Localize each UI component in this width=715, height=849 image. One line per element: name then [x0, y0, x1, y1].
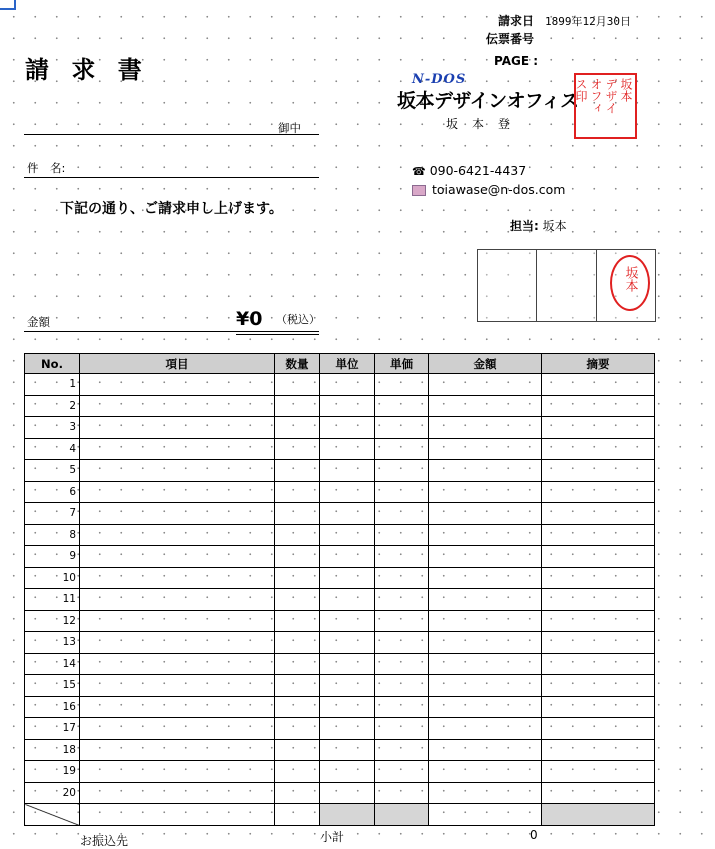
table-cell[interactable] — [80, 503, 275, 525]
round-seal: 坂本 — [610, 255, 650, 311]
table-row — [25, 481, 655, 503]
table-cell[interactable] — [542, 696, 655, 718]
table-cell[interactable] — [320, 739, 375, 761]
table-cell[interactable] — [320, 589, 375, 611]
table-cell[interactable] — [80, 460, 275, 482]
table-cell[interactable] — [542, 632, 655, 654]
row-number[interactable]: 1 — [25, 374, 80, 396]
table-cell[interactable] — [320, 718, 375, 740]
table-cell[interactable] — [320, 503, 375, 525]
table-cell[interactable] — [80, 610, 275, 632]
table-cell[interactable] — [375, 417, 429, 439]
table-row — [25, 653, 655, 675]
table-cell[interactable] — [375, 503, 429, 525]
row-number[interactable]: 6 — [25, 481, 80, 503]
table-row — [25, 610, 655, 632]
mail-icon — [412, 185, 426, 196]
table-row — [25, 675, 655, 697]
table-cell[interactable] — [320, 653, 375, 675]
table-cell[interactable] — [375, 718, 429, 740]
table-cell[interactable] — [429, 460, 542, 482]
table-cell[interactable] — [80, 675, 275, 697]
table-cell[interactable] — [542, 503, 655, 525]
row-number[interactable]: 12 — [25, 610, 80, 632]
table-row — [25, 739, 655, 761]
table-cell[interactable] — [320, 632, 375, 654]
table-cell[interactable] — [320, 460, 375, 482]
table-cell[interactable] — [275, 481, 320, 503]
table-row — [25, 524, 655, 546]
table-cell[interactable] — [80, 374, 275, 396]
total-cell[interactable] — [542, 804, 655, 826]
row-number[interactable]: 11 — [25, 589, 80, 611]
table-cell[interactable] — [375, 438, 429, 460]
amount-value: ¥0 — [236, 308, 263, 330]
row-number[interactable]: 8 — [25, 524, 80, 546]
tax-note: （税込） — [276, 313, 320, 326]
table-cell[interactable] — [429, 503, 542, 525]
cell-cursor-corner — [0, 0, 16, 10]
phone-row — [412, 163, 526, 178]
table-row — [25, 438, 655, 460]
tanto-name: 坂本 — [542, 219, 567, 233]
table-cell[interactable] — [80, 546, 275, 568]
header-no: No. — [25, 354, 80, 374]
total-cell[interactable] — [275, 804, 320, 826]
table-cell[interactable] — [275, 782, 320, 804]
table-row — [25, 546, 655, 568]
table-cell[interactable] — [429, 718, 542, 740]
row-number[interactable]: 9 — [25, 546, 80, 568]
table-cell[interactable] — [375, 696, 429, 718]
table-cell[interactable] — [275, 761, 320, 783]
table-cell[interactable] — [542, 761, 655, 783]
table-cell[interactable] — [275, 675, 320, 697]
table-cell[interactable] — [542, 675, 655, 697]
subtotal-label: 小計 — [320, 830, 345, 844]
table-cell[interactable] — [275, 438, 320, 460]
invoice-date-label: 請求日 — [498, 14, 535, 28]
table-row — [25, 395, 655, 417]
subtotal-value: 0 — [530, 828, 538, 842]
client-underline — [24, 134, 319, 135]
table-cell[interactable] — [429, 374, 542, 396]
row-number[interactable]: 16 — [25, 696, 80, 718]
subject-label: 件 名: — [27, 161, 66, 175]
table-cell[interactable] — [80, 782, 275, 804]
header-remarks: 摘要 — [542, 354, 655, 374]
table-cell[interactable] — [80, 653, 275, 675]
table-cell[interactable] — [429, 782, 542, 804]
table-row — [25, 589, 655, 611]
table-cell[interactable] — [80, 696, 275, 718]
stamp-box-1 — [477, 249, 537, 322]
table-cell[interactable] — [320, 567, 375, 589]
table-cell[interactable] — [80, 417, 275, 439]
amount-underline-2 — [236, 334, 319, 335]
table-cell[interactable] — [542, 718, 655, 740]
table-cell[interactable] — [275, 503, 320, 525]
table-cell[interactable] — [429, 632, 542, 654]
table-cell[interactable] — [429, 546, 542, 568]
row-number[interactable]: 18 — [25, 739, 80, 761]
table-cell[interactable] — [375, 675, 429, 697]
total-cell[interactable] — [320, 804, 375, 826]
table-cell[interactable] — [542, 417, 655, 439]
total-cell[interactable] — [375, 804, 429, 826]
table-row — [25, 718, 655, 740]
table-row — [25, 460, 655, 482]
page-label: PAGE : — [494, 54, 539, 68]
table-cell[interactable] — [542, 546, 655, 568]
table-cell[interactable] — [375, 782, 429, 804]
table-cell[interactable] — [429, 567, 542, 589]
honorific: 御中 — [278, 121, 301, 135]
email-row — [412, 182, 565, 197]
items-table — [24, 353, 655, 826]
row-number[interactable]: 3 — [25, 417, 80, 439]
header-amount: 金額 — [429, 354, 542, 374]
table-cell[interactable] — [275, 524, 320, 546]
table-cell[interactable] — [375, 632, 429, 654]
row-number[interactable]: 10 — [25, 567, 80, 589]
table-cell[interactable] — [320, 395, 375, 417]
table-cell[interactable] — [320, 524, 375, 546]
table-row — [25, 632, 655, 654]
header-unit-price: 単価 — [375, 354, 429, 374]
table-cell[interactable] — [429, 524, 542, 546]
row-number[interactable]: 14 — [25, 653, 80, 675]
table-cell[interactable] — [320, 761, 375, 783]
table-cell[interactable] — [275, 610, 320, 632]
table-cell[interactable] — [542, 567, 655, 589]
subject-underline — [24, 177, 319, 178]
table-row — [25, 567, 655, 589]
table-cell[interactable] — [275, 739, 320, 761]
table-cell[interactable] — [542, 460, 655, 482]
table-cell[interactable] — [375, 395, 429, 417]
table-cell[interactable] — [275, 395, 320, 417]
table-cell[interactable] — [320, 696, 375, 718]
table-cell[interactable] — [429, 610, 542, 632]
row-number[interactable]: 13 — [25, 632, 80, 654]
table-cell[interactable] — [275, 417, 320, 439]
company-logo: N-DOS — [412, 72, 467, 87]
table-cell[interactable] — [320, 675, 375, 697]
row-number[interactable]: 5 — [25, 460, 80, 482]
table-cell[interactable] — [80, 524, 275, 546]
row-number[interactable]: 15 — [25, 675, 80, 697]
table-cell[interactable] — [275, 460, 320, 482]
table-cell[interactable] — [375, 524, 429, 546]
table-cell[interactable] — [375, 567, 429, 589]
header-unit: 単位 — [320, 354, 375, 374]
slip-number-label: 伝票番号 — [486, 32, 535, 46]
table-cell[interactable] — [429, 438, 542, 460]
table-cell[interactable] — [275, 567, 320, 589]
row-number[interactable]: 19 — [25, 761, 80, 783]
table-cell[interactable] — [80, 761, 275, 783]
table-cell[interactable] — [275, 589, 320, 611]
table-cell[interactable] — [375, 653, 429, 675]
table-cell[interactable] — [542, 782, 655, 804]
table-cell[interactable] — [429, 696, 542, 718]
phone-icon: ☎ — [412, 165, 426, 178]
table-cell[interactable] — [429, 395, 542, 417]
table-cell[interactable] — [320, 438, 375, 460]
table-cell[interactable] — [80, 567, 275, 589]
table-cell[interactable] — [542, 739, 655, 761]
table-cell[interactable] — [375, 460, 429, 482]
table-cell[interactable] — [542, 481, 655, 503]
table-cell[interactable] — [320, 417, 375, 439]
table-cell[interactable] — [429, 417, 542, 439]
table-row — [25, 696, 655, 718]
table-cell[interactable] — [429, 675, 542, 697]
table-cell[interactable] — [375, 374, 429, 396]
phone-number: 090-6421-4437 — [429, 163, 527, 178]
table-cell[interactable] — [375, 546, 429, 568]
table-cell[interactable] — [542, 395, 655, 417]
remit-label: お振込先 — [80, 834, 129, 848]
table-cell[interactable] — [375, 481, 429, 503]
slash-cell[interactable] — [25, 804, 80, 826]
table-cell[interactable] — [320, 481, 375, 503]
table-cell[interactable] — [320, 546, 375, 568]
amount-label: 金額 — [27, 315, 50, 329]
table-row — [25, 417, 655, 439]
table-cell[interactable] — [375, 610, 429, 632]
email-address: toiawase@n-dos.com — [431, 182, 566, 197]
table-cell[interactable] — [429, 653, 542, 675]
table-cell[interactable] — [275, 696, 320, 718]
table-cell[interactable] — [320, 374, 375, 396]
table-cell[interactable] — [80, 739, 275, 761]
company-name: 坂本デザインオフィス — [397, 90, 579, 112]
table-row — [25, 761, 655, 783]
table-cell[interactable] — [429, 589, 542, 611]
document-title: 請 求 書 — [25, 55, 149, 84]
amount-underline-1 — [24, 331, 319, 332]
table-cell[interactable] — [542, 610, 655, 632]
table-header-row — [25, 354, 655, 374]
table-cell[interactable] — [80, 481, 275, 503]
table-cell[interactable] — [80, 438, 275, 460]
table-row — [25, 782, 655, 804]
row-number[interactable]: 7 — [25, 503, 80, 525]
table-cell[interactable] — [275, 718, 320, 740]
table-cell[interactable] — [542, 653, 655, 675]
company-seal: 坂本 デザイ オフィ ス印 — [574, 73, 637, 139]
table-cell[interactable] — [80, 395, 275, 417]
table-cell[interactable] — [320, 610, 375, 632]
table-cell[interactable] — [542, 524, 655, 546]
row-number[interactable]: 2 — [25, 395, 80, 417]
person-name: 坂本登 — [446, 117, 525, 131]
table-cell[interactable] — [80, 718, 275, 740]
total-cell[interactable] — [429, 804, 542, 826]
table-cell[interactable] — [429, 761, 542, 783]
stamp-box-2 — [536, 249, 597, 322]
table-cell[interactable] — [275, 546, 320, 568]
table-cell[interactable] — [320, 782, 375, 804]
table-cell[interactable] — [542, 374, 655, 396]
table-cell[interactable] — [80, 632, 275, 654]
table-cell[interactable] — [275, 374, 320, 396]
table-total-row — [25, 804, 655, 826]
table-cell[interactable] — [275, 632, 320, 654]
header-qty: 数量 — [275, 354, 320, 374]
row-number[interactable]: 17 — [25, 718, 80, 740]
person-in-charge — [510, 217, 567, 234]
table-cell[interactable] — [542, 589, 655, 611]
table-cell[interactable] — [375, 761, 429, 783]
row-number[interactable]: 4 — [25, 438, 80, 460]
table-cell[interactable] — [375, 739, 429, 761]
table-cell[interactable] — [429, 739, 542, 761]
row-number[interactable]: 20 — [25, 782, 80, 804]
table-cell[interactable] — [80, 589, 275, 611]
table-cell[interactable] — [275, 653, 320, 675]
header-item: 項目 — [80, 354, 275, 374]
tanto-label: 担当: — [510, 219, 539, 233]
table-cell[interactable] — [542, 438, 655, 460]
table-row — [25, 374, 655, 396]
table-cell[interactable] — [429, 481, 542, 503]
total-cell[interactable] — [80, 804, 275, 826]
invoice-date-value[interactable]: 1899年12月30日 — [545, 15, 631, 28]
table-row — [25, 503, 655, 525]
table-cell[interactable] — [375, 589, 429, 611]
request-message: 下記の通り、ご請求申し上げます。 — [60, 201, 283, 217]
